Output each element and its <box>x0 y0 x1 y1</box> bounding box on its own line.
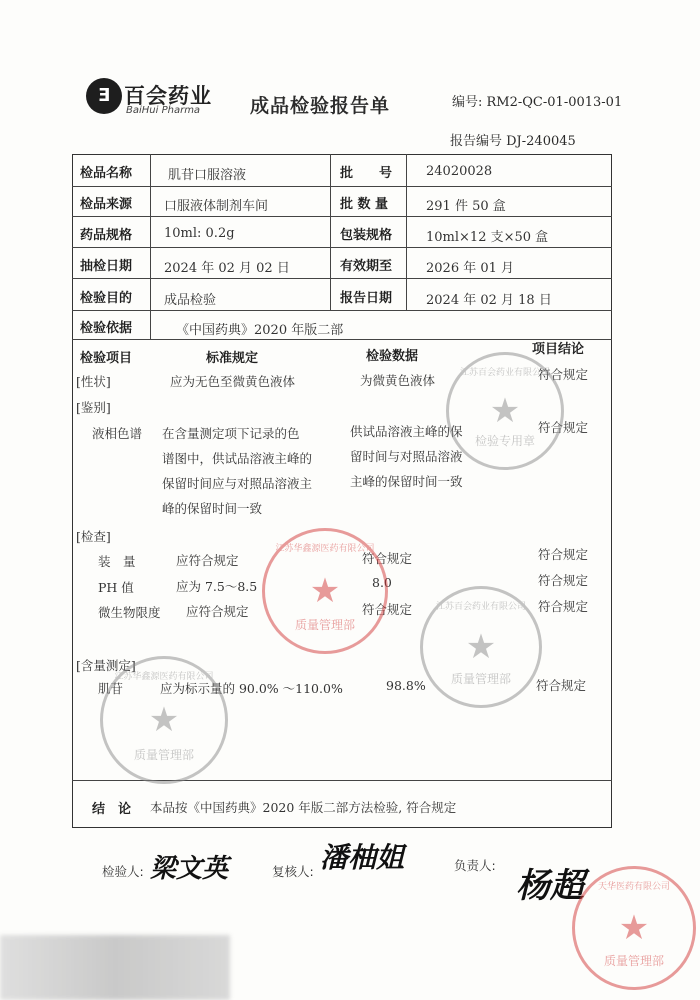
stamp-text: 质量管理部 <box>133 748 194 762</box>
fill-standard: 应符合规定 <box>176 553 239 568</box>
appearance-standard: 应为无色至微黄色液体 <box>170 374 296 389</box>
row-divider <box>72 247 612 248</box>
document-number: 编号: RM2-QC-01-0013-01 <box>452 95 623 110</box>
section-assay: [含量测定] <box>76 658 136 673</box>
section-identification: [鉴别] <box>76 400 111 415</box>
ph-conclusion: 符合规定 <box>538 573 589 588</box>
hplc-standard-line: 在含量测定项下记录的色 <box>162 426 300 441</box>
star-icon: ★ <box>148 700 180 740</box>
conclusion-text: 本品按《中国药典》2020 年版二部方法检验, 符合规定 <box>150 800 457 815</box>
column-divider <box>406 154 407 310</box>
stamp-text: 质量管理部 <box>294 618 355 632</box>
company-name-cn: 百会药业 <box>124 84 212 108</box>
hplc-data-line: 主峰的保留时间一致 <box>350 474 463 489</box>
packaging-label: 包装规格 <box>340 228 393 243</box>
section-check: [检查] <box>76 529 111 544</box>
star-icon: ★ <box>309 571 341 611</box>
hplc-conclusion: 符合规定 <box>538 420 589 435</box>
col-header-standard: 标准规定 <box>206 351 259 366</box>
quantity-value: 291 件 50 盒 <box>426 199 506 214</box>
assay-data: 98.8% <box>386 678 426 693</box>
ph-item: PH 值 <box>98 580 134 595</box>
batch-label: 批 号 <box>340 166 393 181</box>
row-divider <box>72 339 612 340</box>
spec-label: 药品规格 <box>80 228 133 243</box>
product-name-value: 肌苷口服溶液 <box>168 168 247 183</box>
column-divider <box>150 154 151 339</box>
report-date-label: 报告日期 <box>340 291 393 306</box>
stamp-arc-text: 江苏百会药业有限公司 <box>459 368 550 378</box>
company-seal-stamp-icon <box>262 528 388 654</box>
star-icon: ★ <box>465 627 497 667</box>
packaging-value: 10ml×12 支×50 盒 <box>426 230 549 245</box>
purpose-value: 成品检验 <box>164 293 217 308</box>
hplc-standard-line: 峰的保留时间一致 <box>162 501 263 516</box>
col-header-conclusion: 项目结论 <box>532 342 585 357</box>
stamp-text: 质量管理部 <box>450 672 511 686</box>
inspector-label: 检验人: <box>102 864 144 879</box>
section-appearance: [性状] <box>76 374 111 389</box>
row-divider <box>72 216 612 217</box>
stamp-text: 检验专用章 <box>474 434 535 448</box>
assay-conclusion: 符合规定 <box>536 678 587 693</box>
appearance-data: 为微黄色液体 <box>360 373 436 388</box>
hplc-standard-line: 谱图中，供试品溶液主峰的 <box>162 451 313 466</box>
ph-standard: 应为 7.5～8.5 <box>176 579 258 594</box>
report-number: 报告编号 DJ-240045 <box>450 134 576 149</box>
quantity-label: 批 数 量 <box>340 197 389 212</box>
ph-data: 8.0 <box>372 575 392 590</box>
fill-conclusion: 符合规定 <box>538 547 589 562</box>
fill-item: 装 量 <box>98 554 136 569</box>
micro-data: 符合规定 <box>362 602 413 617</box>
responsible-stamp-icon <box>572 866 696 990</box>
micro-standard: 应符合规定 <box>186 604 249 619</box>
product-name-label: 检品名称 <box>80 166 133 181</box>
stamp-arc-text: 江苏华鑫源医药有限公司 <box>275 544 375 554</box>
reviewer-label: 复核人: <box>272 864 314 879</box>
stamp-arc-text: 天华医药有限公司 <box>597 882 670 892</box>
micro-item: 微生物限度 <box>98 605 161 620</box>
row-divider <box>72 310 612 311</box>
col-header-data: 检验数据 <box>366 349 419 364</box>
report-date-value: 2024 年 02 月 18 日 <box>426 293 552 308</box>
sample-date-value: 2024 年 02 月 02 日 <box>164 261 290 276</box>
responsible-label: 负责人: <box>454 858 496 873</box>
stamp-arc-text: 江苏百会药业有限公司 <box>435 602 526 612</box>
basis-value: 《中国药典》2020 年版二部 <box>176 323 344 338</box>
spec-value: 10ml: 0.2g <box>164 226 235 241</box>
fill-data: 符合规定 <box>362 551 413 566</box>
quality-dept-stamp-icon <box>100 656 228 784</box>
appearance-conclusion: 符合规定 <box>538 367 589 382</box>
stamp-text: 质量管理部 <box>603 954 664 968</box>
redacted-area <box>0 935 230 1000</box>
quality-dept-stamp-icon <box>420 586 542 708</box>
expiry-label: 有效期至 <box>340 259 393 274</box>
micro-conclusion: 符合规定 <box>538 599 589 614</box>
reviewer-signature: 潘柚姐 <box>320 841 405 874</box>
hplc-item: 液相色谱 <box>92 426 143 441</box>
expiry-value: 2026 年 01 月 <box>426 261 515 276</box>
col-header-item: 检验项目 <box>80 351 133 366</box>
conclusion-label: 结 论 <box>92 802 132 817</box>
document-title: 成品检验报告单 <box>250 95 391 117</box>
assay-item: 肌苷 <box>98 681 124 696</box>
star-icon: ★ <box>489 391 521 431</box>
source-value: 口服液体制剂车间 <box>164 199 269 214</box>
row-divider <box>72 278 612 279</box>
row-divider <box>72 186 612 187</box>
purpose-label: 检验目的 <box>80 291 133 306</box>
company-logo-icon: Ǝ <box>86 78 122 114</box>
assay-standard: 应为标示量的 90.0% ～110.0% <box>160 681 343 696</box>
responsible-signature: 杨超 <box>516 866 584 906</box>
star-icon: ★ <box>618 908 650 948</box>
inspection-stamp-icon <box>446 352 564 470</box>
basis-label: 检验依据 <box>80 321 133 336</box>
hplc-data-line: 供试品溶液主峰的保 <box>350 424 463 439</box>
inspector-signature: 梁文英 <box>150 854 229 884</box>
source-label: 检品来源 <box>80 197 133 212</box>
stamp-arc-text: 江苏华鑫源医药有限公司 <box>114 672 214 682</box>
batch-value: 24020028 <box>426 164 493 179</box>
hplc-data-line: 留时间与对照品溶液 <box>350 449 463 464</box>
hplc-standard-line: 保留时间应与对照品溶液主 <box>162 476 313 491</box>
company-name-en: BaiHui Pharma <box>126 105 201 116</box>
sample-date-label: 抽检日期 <box>80 259 133 274</box>
column-divider <box>330 154 331 310</box>
